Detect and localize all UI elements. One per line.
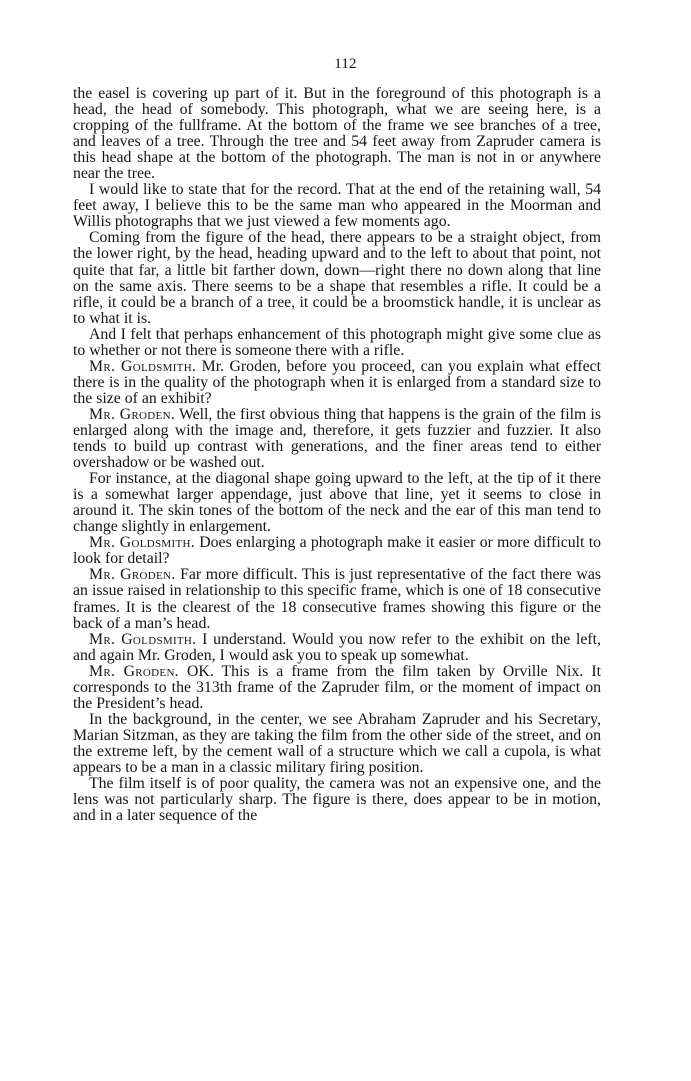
paragraph-text: Does enlarging a photograph make it easier or more difficult to look for detail? [73,534,601,568]
paragraph [73,230,601,326]
speaker-name: Mr. Goldsmith. [89,534,195,552]
speaker-name: Mr. Groden. [89,405,176,423]
paragraph-text: I understand. Would you now refer to the exhibit on the left, and again Mr. Groden, I would ask you to speak up somewhat. [73,630,602,664]
speaker-name: Mr. Groden. [89,566,176,584]
paragraph-text: Well, the first obvious thing that happens is the grain of the film is enlarged along with the image and, therefore, it gets fuzzier and fuzzier. It also tends to build up contrast with generations, and the finer areas tend to either overshadow or be washed out. [73,405,601,472]
paragraph-text: the easel is covering up part of it. But in the foreground of this photograph is a head, the head of somebody. This photograph, what we are seeing here, is a cropping of the fullframe. At the bottom of the frame we see branches of a tree, and leaves of a tree. Through the tree and 54 feet away from Zapruder camera is this head shape at the bottom of the photograph. The man is not in or anywhere near the tree. [73,85,601,183]
paragraph [73,664,601,712]
paragraph [73,712,601,776]
paragraph-text: And I felt that perhaps enhancement of this photograph might give some clue as to whether or not there is someone there with a rifle. [73,325,601,359]
paragraph-text: Coming from the figure of the head, there appears to be a straight object, from the lower right, by the head, heading upward and to the left to about that point, not quite that far, a little bit farther down, down—right there no down along that line on the same axis. There seems to be a shape that resembles a rifle. It could be a rifle, it could be a branch of a tree, it could be a broomstick handle, it is unclear as to what it is. [73,229,601,327]
paragraph [73,359,601,407]
paragraph [73,776,601,824]
speaker-name: Mr. Groden. [89,662,179,680]
paragraph-text: I would like to state that for the record. That at the end of the retaining wall, 54 feet away, I believe this to be the same man who appeared in the Moorman and Willis photographs that we just viewed a few moments ago. [73,181,601,231]
paragraph [73,327,601,359]
paragraph-text: For instance, at the diagonal shape going upward to the left, at the tip of it there is a somewhat larger appendage, just above that line, yet it seems to close in around it. The skin tones of the bottom of the neck and the ear of this man tend to change slightly in enlargement. [73,470,601,536]
paragraph-text: OK. This is a frame from the film taken by Orville Nix. It corresponds to the 313th frame of the Zapruder film, or the moment of impact on the President’s head. [73,662,601,712]
transcript-body [73,86,601,824]
paragraph-text: Far more difficult. This is just representative of the fact there was an issue raised in relationship to this specific frame, which is one of 18 consecutive frames. It is the clearest of the 18 consecutive frames showing this figure or the back of a man’s head. [73,566,601,632]
speaker-name: Mr. Goldsmith. [89,630,197,648]
paragraph [73,535,601,567]
speaker-name: Mr. Goldsmith. [89,357,197,375]
paragraph [73,407,601,471]
page-number: 112 [334,56,357,72]
paragraph [73,632,601,664]
paragraph-text: Mr. Groden, before you proceed, can you explain what effect there is in the quality of the photograph when it is enlarged from a standard size to the size of an exhibit? [73,357,601,407]
paragraph [73,182,601,230]
paragraph [73,567,601,631]
paragraph-text: In the background, in the center, we see Abraham Zapruder and his Secretary, Marian Sitzman, as they are taking the film from the other side of the street, and on the extreme left, by the cement wall of a structure which we call a cupola, is what appears to be a man in a classic military firing position. [73,710,601,776]
paragraph-text: The film itself is of poor quality, the camera was not an expensive one, and the lens was not particularly sharp. The figure is there, does appear to be in motion, and in a later sequence of the [73,775,601,825]
paragraph [73,86,601,182]
paragraph [73,471,601,535]
